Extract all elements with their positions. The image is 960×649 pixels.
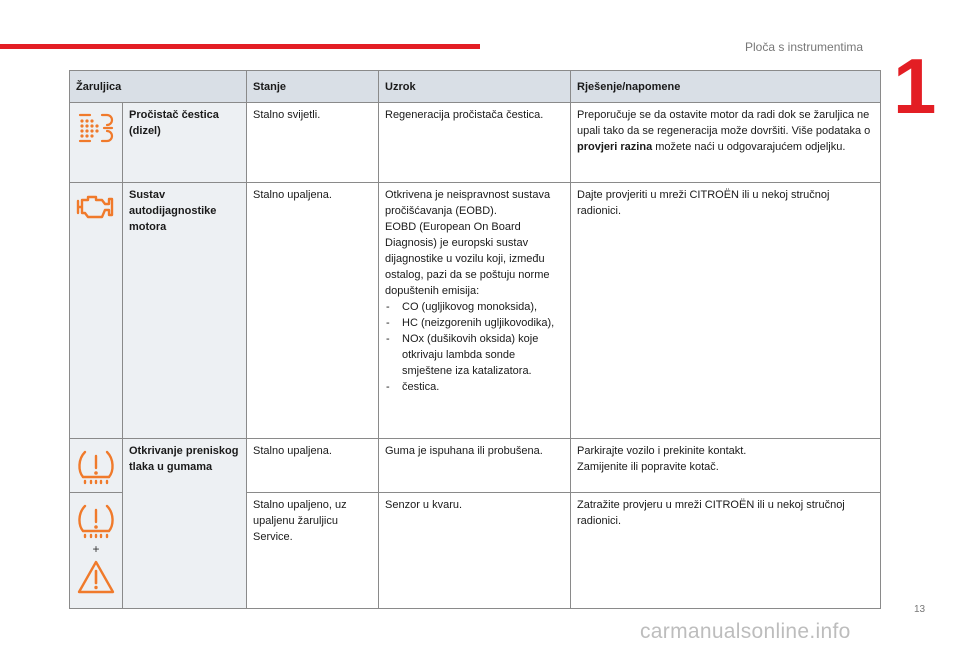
list-item: - HC (neizgorenih ugljikovodika), xyxy=(385,315,564,331)
tyre-pressure-icon xyxy=(76,501,116,539)
warning-lamps-table xyxy=(69,70,881,609)
warning-triangle-icon xyxy=(76,559,116,595)
emissions-list xyxy=(385,299,564,395)
section-title: Ploča s instrumentima xyxy=(745,40,864,54)
page-number: 13 xyxy=(914,604,926,615)
icon-cell xyxy=(70,183,123,439)
state-cell: Stalno svijetli. xyxy=(247,103,379,183)
watermark: carmanualsonline.info xyxy=(640,620,851,643)
cause-cell: Regeneracija pročistača čestica. xyxy=(379,103,571,183)
cause-cell xyxy=(379,183,571,439)
icon-cell xyxy=(70,493,123,609)
solution-text: Parkirajte vozilo i prekinite kontakt. xyxy=(577,445,747,457)
lamp-name: Sustav autodijagnostike motora xyxy=(123,183,247,439)
header-accent-bar xyxy=(0,44,480,49)
column-header-state: Stanje xyxy=(247,71,379,103)
solution-cell xyxy=(571,439,881,493)
list-item: - NOx (dušikovih oksida) koje otkrivaju lambda sonde smještene iza katalizatora. xyxy=(385,331,564,379)
table-header-row xyxy=(70,71,881,103)
state-cell: Stalno upaljeno, uz upaljenu žaruljicu Service. xyxy=(247,493,379,609)
solution-text-end: možete naći u odgovarajućem odjeljku. xyxy=(652,141,846,153)
solution-cell: Zatražite provjeru u mreži CITROËN ili u nekoj stručnoj radionici. xyxy=(571,493,881,609)
cause-text: Otkrivena je neispravnost sustava pročišćavanja (EOBD). xyxy=(385,189,551,217)
plus-sign: + xyxy=(92,542,100,556)
cause-cell: Guma je ispuhana ili probušena. xyxy=(379,439,571,493)
cause-text: EOBD (European On Board Diagnosis) je europski sustav dijagnostike u vozilu koji, između ostalog, pazi da se poštuju norme dopuštenih emisija: xyxy=(385,221,550,297)
list-item: - čestica. xyxy=(385,379,564,395)
solution-text: Preporučuje se da ostavite motor da radi dok se žaruljica ne upali tako da se regeneracija može dovršiti. Više podataka o xyxy=(577,109,871,137)
column-header-cause: Uzrok xyxy=(379,71,571,103)
column-header-lamp: Žaruljica xyxy=(70,71,247,103)
lamp-name: Pročistač čestica (dizel) xyxy=(123,103,247,183)
solution-bold-text: provjeri razina xyxy=(577,141,653,153)
lamp-name: Otkrivanje preniskog tlaka u gumama xyxy=(123,439,247,609)
table-row xyxy=(70,103,881,183)
cause-cell: Senzor u kvaru. xyxy=(379,493,571,609)
column-header-solution: Rješenje/napomene xyxy=(571,71,881,103)
state-cell: Stalno upaljena. xyxy=(247,439,379,493)
solution-text: Zamijenite ili popravite kotač. xyxy=(577,461,719,473)
particle-filter-icon xyxy=(74,111,118,145)
tyre-pressure-icon xyxy=(76,447,116,485)
list-item: - CO (ugljikovog monoksida), xyxy=(385,299,564,315)
chapter-number: 1 xyxy=(893,42,937,130)
engine-check-icon xyxy=(74,191,118,221)
icon-cell xyxy=(70,103,123,183)
table-row xyxy=(70,183,881,439)
solution-cell: Dajte provjeriti u mreži CITROËN ili u nekoj stručnoj radionici. xyxy=(571,183,881,439)
state-cell: Stalno upaljena. xyxy=(247,183,379,439)
solution-cell xyxy=(571,103,881,183)
table-row xyxy=(70,439,881,493)
icon-cell xyxy=(70,439,123,493)
